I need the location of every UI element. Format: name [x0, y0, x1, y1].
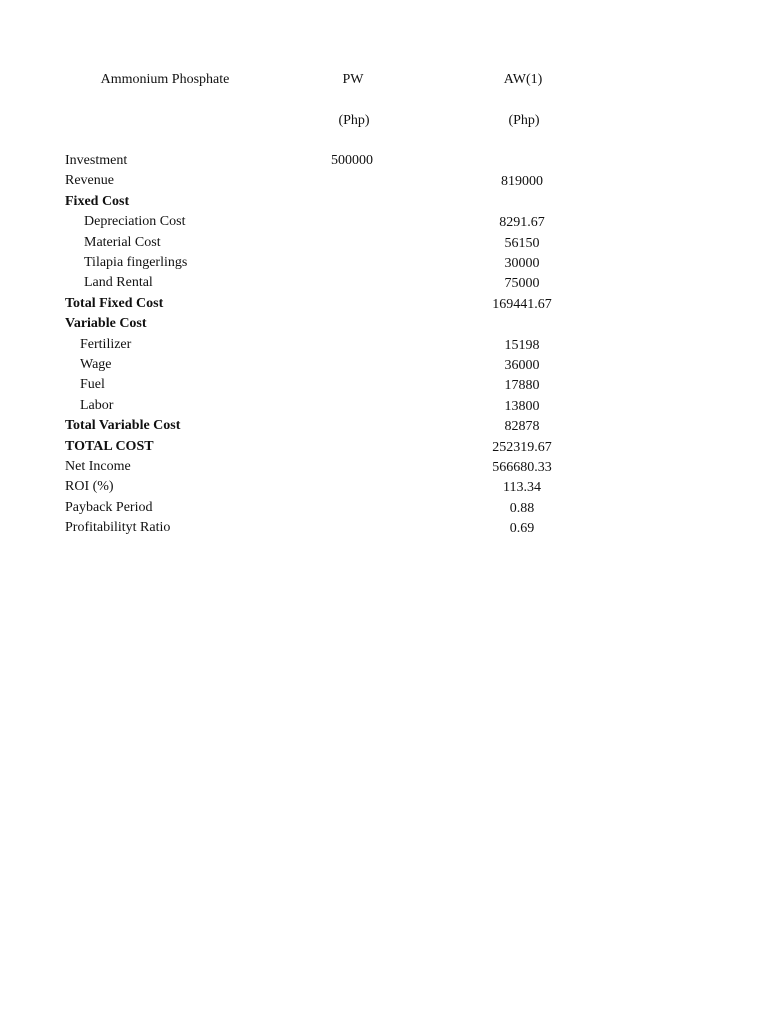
row-label: Material Cost: [84, 235, 161, 250]
row-aw-value: 56150: [504, 236, 540, 251]
row-label: Revenue: [65, 173, 114, 188]
row-aw-value: 819000: [501, 174, 543, 189]
column-header-aw: AW(1): [503, 72, 543, 87]
row-label: Wage: [80, 357, 112, 372]
row-label: Profitabilityt Ratio: [65, 520, 171, 535]
table-title: Ammonium Phosphate: [100, 72, 230, 87]
row-aw-value: 15198: [504, 338, 540, 353]
row-label: Investment: [65, 153, 128, 168]
column-unit-aw: (Php): [508, 113, 540, 128]
row-label: Tilapia fingerlings: [84, 255, 188, 270]
row-pw-value: 500000: [331, 153, 373, 168]
row-label: Variable Cost: [65, 316, 147, 331]
row-label: Net Income: [65, 459, 131, 474]
row-label: Fuel: [80, 377, 105, 392]
row-label: TOTAL COST: [65, 439, 154, 454]
row-label: Total Variable Cost: [65, 418, 181, 433]
row-label: Depreciation Cost: [84, 214, 186, 229]
row-aw-value: 82878: [504, 419, 540, 434]
row-aw-value: 36000: [504, 358, 540, 373]
row-aw-value: 113.34: [503, 480, 541, 495]
row-label: ROI (%): [65, 479, 114, 494]
row-label: Fixed Cost: [65, 194, 130, 209]
column-header-pw: PW: [342, 72, 364, 87]
column-unit-pw: (Php): [338, 113, 370, 128]
row-aw-value: 30000: [504, 256, 540, 271]
row-aw-value: 252319.67: [492, 440, 552, 455]
row-label: Fertilizer: [80, 337, 132, 352]
row-aw-value: 566680.33: [492, 460, 552, 475]
row-aw-value: 0.88: [509, 501, 535, 516]
row-aw-value: 0.69: [509, 521, 535, 536]
row-label: Labor: [80, 398, 114, 413]
row-aw-value: 13800: [504, 399, 540, 414]
row-aw-value: 8291.67: [499, 215, 545, 230]
row-label: Payback Period: [65, 500, 153, 515]
row-aw-value: 75000: [504, 276, 540, 291]
row-aw-value: 169441.67: [492, 297, 552, 312]
row-label: Land Rental: [84, 275, 153, 290]
row-label: Total Fixed Cost: [65, 296, 164, 311]
row-aw-value: 17880: [504, 378, 540, 393]
